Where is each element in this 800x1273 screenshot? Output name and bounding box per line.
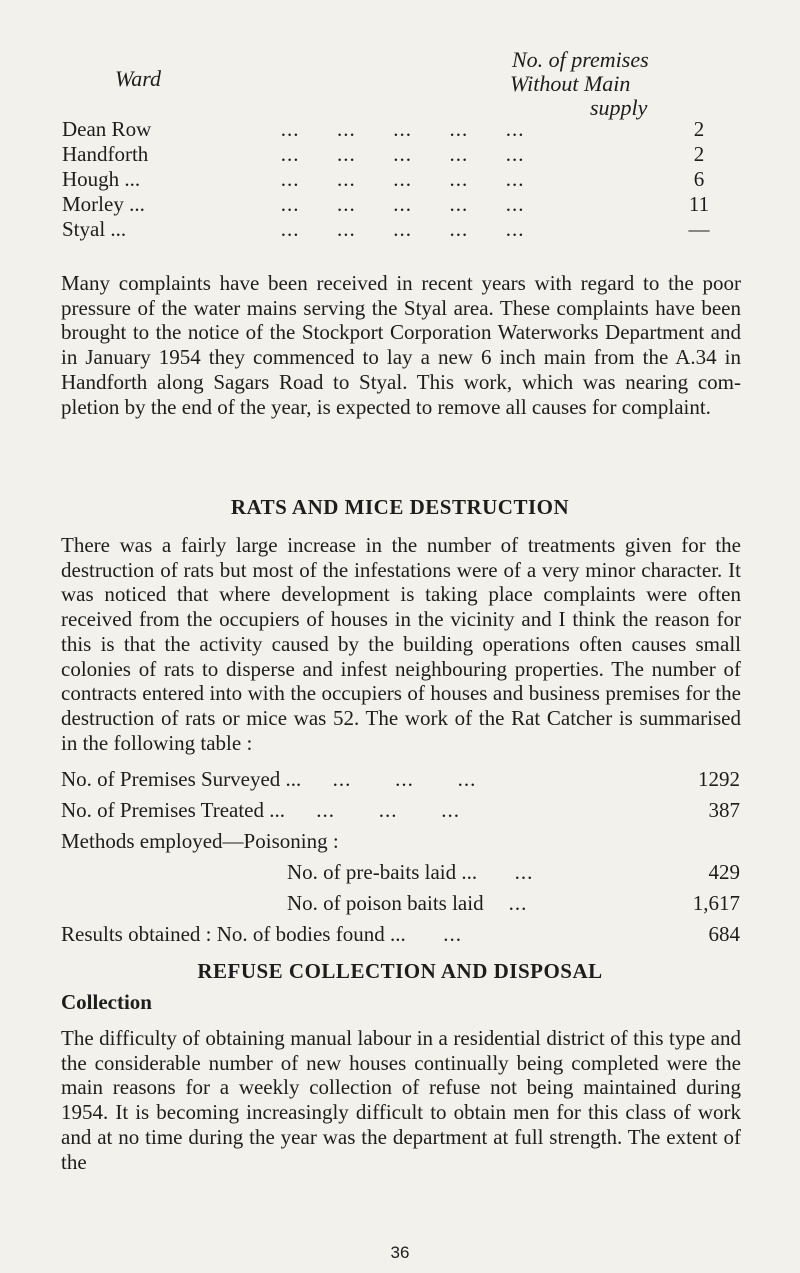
table-row — [62, 142, 722, 167]
premises-header-line2: Without Main — [510, 71, 631, 96]
dot-leader: ... ... ... — [301, 767, 477, 791]
table-row — [62, 167, 722, 192]
dot-leader: ... ... ... ... ... — [262, 142, 525, 166]
dot-leader: ... ... ... ... ... — [262, 217, 525, 241]
dot-leader: ... — [483, 891, 528, 915]
dot-leader: ... ... ... ... ... — [262, 167, 525, 191]
surveyed-label: No. of Premises Surveyed ... — [61, 767, 302, 791]
table-row — [62, 192, 722, 217]
ward-value: 2 — [693, 142, 705, 166]
premises-column-header — [510, 48, 700, 120]
results-label: Results obtained : No. of bodies found ... — [61, 922, 406, 946]
collection-subheading: Collection — [61, 990, 152, 1014]
table-row — [62, 217, 722, 242]
results-row — [61, 922, 462, 947]
surveyed-row — [61, 767, 476, 792]
treated-label: No. of Premises Treated ... — [61, 798, 285, 822]
prebaits-label: No. of pre-baits laid ... — [287, 860, 478, 884]
results-value: 684 — [708, 922, 740, 946]
ward-name: Styal ... — [62, 217, 127, 241]
rats-paragraph: There was a fairly large increase in the number of treatments given for the destruction of rats but most of the infestations were of a very minor character. It was noticed that where development is taking place complaints were often received from the occupiers of houses in the vicinity and I think the reason for this is that the activity caused by the building operations often causes small colonies of rats to disperse and infest neighbouring properties. The number of contracts entered into with the occupiers of houses and business premises for the destruction of rats or mice was 52. The work of the Rat Catcher is summarised in the following table : — [61, 533, 741, 755]
ward-value: 2 — [693, 117, 705, 141]
water-mains-paragraph: Many complaints have been received in recent years with regard to the poor pressure of the water mains serving the Styal area. These complaints have been brought to the notice of the Stockport Corporation Waterworks Department and in January 1954 they commenced to lay a new 6 inch main from the A.34 in Handforth along Sagars Road to Styal. This work, which was nearing com- pletion by the end of the year, is expected to remove all causes for complaint. — [61, 271, 741, 419]
refuse-section-heading: REFUSE COLLECTION AND DISPOSAL — [197, 959, 603, 983]
poison-row — [287, 891, 527, 916]
premises-header-line3: supply — [590, 95, 648, 120]
ward-value: — — [688, 217, 710, 241]
ward-name: Morley ... — [62, 192, 145, 216]
methods-label: Methods employed—Poisoning : — [61, 829, 339, 853]
ward-name: Handforth — [62, 142, 149, 166]
dot-leader: ... ... ... — [285, 798, 460, 822]
table-row — [62, 117, 722, 142]
dot-leader: ... — [477, 860, 534, 884]
dot-leader: ... — [405, 922, 462, 946]
premises-header-line1: No. of premises — [512, 47, 649, 72]
collection-paragraph: The difficulty of obtaining manual labour in a residential district of this type and the considerable number of new houses continually being completed were the main reasons for a weekly collection of refuse not being maintained during 1954. It is becoming increasingly difficult to obtain men for this class of work and at no time during the year was the department at full strength. The extent of the — [61, 1026, 741, 1174]
prebaits-row — [287, 860, 533, 885]
poison-label: No. of poison baits laid — [287, 891, 484, 915]
page-number: 36 — [390, 1243, 410, 1262]
ward-table — [62, 117, 722, 242]
dot-leader: ... ... ... ... ... — [262, 192, 525, 216]
dot-leader: ... ... ... ... ... — [262, 117, 525, 141]
ward-value: 6 — [693, 167, 705, 191]
treated-row — [61, 798, 460, 823]
surveyed-value: 1292 — [698, 767, 740, 791]
ward-name: Hough ... — [62, 167, 141, 191]
ward-value: 11 — [688, 192, 710, 216]
treated-value: 387 — [708, 798, 740, 822]
poison-value: 1,617 — [692, 891, 740, 915]
ward-column-header: Ward — [115, 66, 162, 91]
prebaits-value: 429 — [708, 860, 740, 884]
ward-name: Dean Row — [62, 117, 152, 141]
rats-section-heading: RATS AND MICE DESTRUCTION — [230, 495, 570, 519]
